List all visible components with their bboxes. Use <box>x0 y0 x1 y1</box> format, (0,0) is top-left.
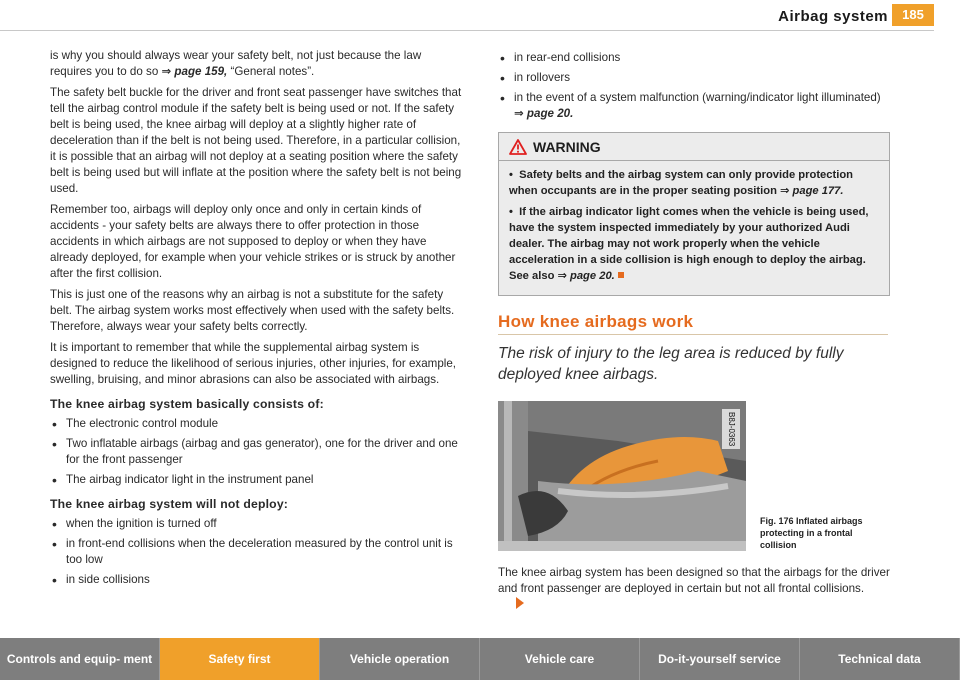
section-lead: The risk of injury to the leg area is reduced by fully deployed knee airbags. <box>498 345 844 383</box>
left-column <box>50 48 462 592</box>
consists-list <box>50 416 462 488</box>
knee-airbag-illustration <box>498 401 746 551</box>
page-reference-link[interactable]: ⇒ page 177. <box>780 185 844 197</box>
paragraph: This is just one of the reasons why an airbag is not a substitute for the safety belt. The airbag system works most effectively when used with the safety belts. Therefore, always wear your safety belts correctly. <box>50 288 455 333</box>
header-title: Airbag system <box>778 8 888 25</box>
warning-title: WARNING <box>533 139 601 155</box>
list-item: • The airbag indicator light in the instrument panel <box>50 472 462 488</box>
not-deploy-heading: The knee airbag system will not deploy: <box>50 497 289 511</box>
list-item: • in rollovers <box>498 70 890 86</box>
paragraph: The knee airbag system has been designed so that the airbags for the driver and front passenger are deployed in certain but not all frontal collisions. <box>498 565 890 613</box>
warning-item: • Safety belts and the airbag system can only provide protection when occupants are in the proper seating position ⇒ page 177. <box>509 169 853 197</box>
tab-safety-first[interactable]: Safety first <box>160 638 320 680</box>
paragraph: It is important to remember that while the supplemental airbag system is designed to reduce the likelihood of serious injuries, other injuries, for example, swelling, bruising, and minor abrasions can also be associated with airbags. <box>50 341 457 386</box>
list-item: • in rear-end collisions <box>498 50 890 66</box>
paragraph: Remember too, airbags will deploy only once and only in certain kinds of accidents - your safety belts are always there to offer protection in those accidents in which airbags are not supposed to deploy or when they have already deployed, for example when your vehicle strikes or is struck by another after the first collision. <box>50 203 456 280</box>
warning-triangle-icon <box>509 139 527 155</box>
end-of-section-marker <box>618 272 624 278</box>
not-deploy-list-continued <box>498 50 890 122</box>
right-column <box>498 50 890 618</box>
chapter-nav <box>0 638 960 680</box>
list-item: • Two inflatable airbags (airbag and gas generator), one for the driver and one for the front passenger <box>50 436 462 468</box>
continue-arrow-icon <box>516 597 524 609</box>
page-header <box>0 0 960 32</box>
page-reference-link[interactable]: ⇒ page 20. <box>514 107 574 120</box>
knee-airbag-figure <box>498 401 746 551</box>
figure-row <box>498 401 890 551</box>
warning-header <box>499 133 889 161</box>
warning-box <box>498 132 890 296</box>
tab-do-it-yourself-service[interactable]: Do-it-yourself service <box>640 638 800 680</box>
consists-heading: The knee airbag system basically consists of: <box>50 397 324 411</box>
tab-vehicle-care[interactable]: Vehicle care <box>480 638 640 680</box>
list-item: • The electronic control module <box>50 416 462 432</box>
section-title: How knee airbags work <box>498 314 888 335</box>
page-number: 185 <box>892 4 934 26</box>
header-rule <box>0 30 934 31</box>
list-item: • when the ignition is turned off <box>50 516 462 532</box>
page-reference-link[interactable]: ⇒ page 159, <box>161 65 228 78</box>
paragraph: is why you should always wear your safety belt, not just because the law requires you to do so ⇒ page 159, “General notes”. <box>50 49 422 78</box>
warning-body <box>499 161 889 295</box>
tab-vehicle-operation[interactable]: Vehicle operation <box>320 638 480 680</box>
not-deploy-list <box>50 516 462 588</box>
figure-code: B8J-0363 <box>722 409 740 449</box>
list-item: • in the event of a system malfunction (warning/indicator light illuminated) ⇒ page 20. <box>498 90 890 122</box>
warning-item: • If the airbag indicator light comes when the vehicle is being used, have the system inspected immediately by your authorized Audi dealer. The airbag may not work properly when the vehicle acceleration in a side collision is high enough to deploy the airbag. See also ⇒ page 20. <box>509 206 869 282</box>
paragraph: The safety belt buckle for the driver and front seat passenger have switches that tell the airbag control module if the safety belt is being used or not. If the safety belt is being used, the knee airbag will deploy at a slightly higher rate of deceleration than if the belt is not being used. Therefore, in a particular collision, it is possible that an airbag will not deploy at a seating position where the safety belt is being used but will inflate at the position where the safety belt is not being used. <box>50 86 462 195</box>
figure-caption: Fig. 176 Inflated airbags protecting in a frontal collision <box>760 516 863 550</box>
list-item: • in side collisions <box>50 572 462 588</box>
tab-technical-data[interactable]: Technical data <box>800 638 960 680</box>
list-item: • in front-end collisions when the deceleration measured by the control unit is too low <box>50 536 462 568</box>
page-reference-link[interactable]: ⇒ page 20. <box>557 270 615 282</box>
tab-controls-and-equipment[interactable]: Controls and equip- ment <box>0 638 160 680</box>
